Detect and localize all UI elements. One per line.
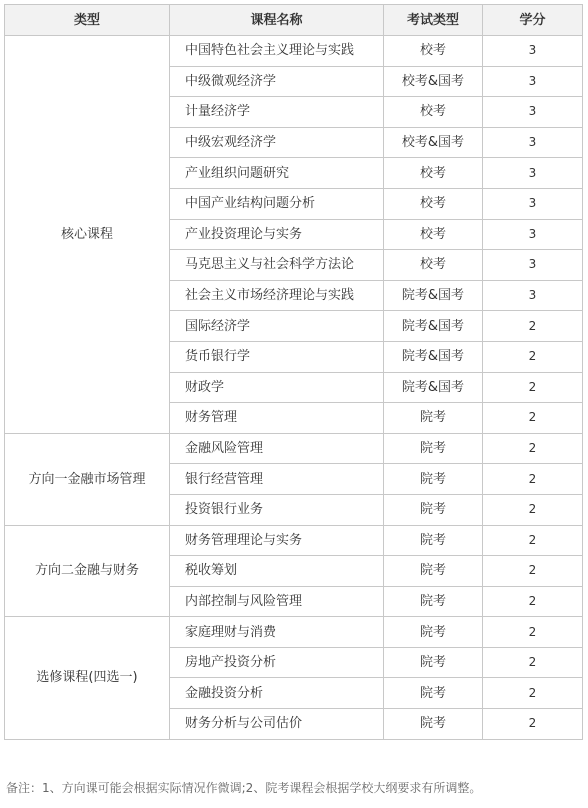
credit: 3 xyxy=(483,280,583,311)
course-name: 金融投资分析 xyxy=(170,678,384,709)
course-name: 金融风险管理 xyxy=(170,433,384,464)
exam-type: 校考&国考 xyxy=(384,127,483,158)
exam-type: 校考 xyxy=(384,36,483,67)
credit: 2 xyxy=(483,556,583,587)
header-type: 类型 xyxy=(5,5,170,36)
exam-type: 院考 xyxy=(384,678,483,709)
exam-type: 院考 xyxy=(384,647,483,678)
credit: 2 xyxy=(483,586,583,617)
table-body xyxy=(5,36,583,740)
exam-type: 院考 xyxy=(384,464,483,495)
course-table xyxy=(4,4,583,740)
exam-type: 院考 xyxy=(384,556,483,587)
footnote: 备注：1、方向课可能会根据实际情况作微调;2、院考课程会根据学校大纲要求有所调整。 xyxy=(6,781,482,795)
course-name: 社会主义市场经济理论与实践 xyxy=(170,280,384,311)
credit: 3 xyxy=(483,250,583,281)
course-name: 产业投资理论与实务 xyxy=(170,219,384,250)
course-name: 中国特色社会主义理论与实践 xyxy=(170,36,384,67)
credit: 3 xyxy=(483,66,583,97)
course-name: 计量经济学 xyxy=(170,97,384,128)
exam-type: 院考 xyxy=(384,433,483,464)
credit: 2 xyxy=(483,709,583,740)
course-name: 房地产投资分析 xyxy=(170,647,384,678)
exam-type: 校考 xyxy=(384,188,483,219)
course-name: 财务分析与公司估价 xyxy=(170,709,384,740)
header-exam-type: 考试类型 xyxy=(384,5,483,36)
exam-type: 院考 xyxy=(384,586,483,617)
exam-type: 校考 xyxy=(384,250,483,281)
course-name: 税收筹划 xyxy=(170,556,384,587)
credit: 2 xyxy=(483,341,583,372)
course-name: 家庭理财与消费 xyxy=(170,617,384,648)
credit: 3 xyxy=(483,97,583,128)
header-course-name: 课程名称 xyxy=(170,5,384,36)
exam-type: 院考&国考 xyxy=(384,280,483,311)
credit: 2 xyxy=(483,617,583,648)
credit: 2 xyxy=(483,678,583,709)
course-name: 产业组织问题研究 xyxy=(170,158,384,189)
course-name: 货币银行学 xyxy=(170,341,384,372)
exam-type: 院考&国考 xyxy=(384,341,483,372)
credit: 2 xyxy=(483,433,583,464)
course-name: 内部控制与风险管理 xyxy=(170,586,384,617)
course-name: 中级宏观经济学 xyxy=(170,127,384,158)
exam-type: 校考 xyxy=(384,158,483,189)
credit: 3 xyxy=(483,188,583,219)
credit: 2 xyxy=(483,494,583,525)
course-category: 方向一金融市场管理 xyxy=(5,433,170,525)
exam-type: 院考 xyxy=(384,709,483,740)
table-row xyxy=(5,36,583,67)
course-name: 中级微观经济学 xyxy=(170,66,384,97)
credit: 2 xyxy=(483,525,583,556)
table-row xyxy=(5,525,583,556)
exam-type: 院考 xyxy=(384,525,483,556)
credit: 3 xyxy=(483,36,583,67)
credit: 2 xyxy=(483,464,583,495)
credit: 2 xyxy=(483,372,583,403)
course-category: 核心课程 xyxy=(5,36,170,434)
course-name: 投资银行业务 xyxy=(170,494,384,525)
credit: 3 xyxy=(483,127,583,158)
course-name: 国际经济学 xyxy=(170,311,384,342)
exam-type: 院考&国考 xyxy=(384,311,483,342)
course-name: 银行经营管理 xyxy=(170,464,384,495)
header-credit: 学分 xyxy=(483,5,583,36)
credit: 2 xyxy=(483,311,583,342)
course-name: 财政学 xyxy=(170,372,384,403)
course-name: 马克思主义与社会科学方法论 xyxy=(170,250,384,281)
credit: 3 xyxy=(483,158,583,189)
exam-type: 院考 xyxy=(384,403,483,434)
course-name: 中国产业结构问题分析 xyxy=(170,188,384,219)
exam-type: 院考&国考 xyxy=(384,372,483,403)
table-row xyxy=(5,617,583,648)
course-name: 财务管理理论与实务 xyxy=(170,525,384,556)
exam-type: 校考&国考 xyxy=(384,66,483,97)
exam-type: 校考 xyxy=(384,219,483,250)
exam-type: 院考 xyxy=(384,617,483,648)
course-category: 方向二金融与财务 xyxy=(5,525,170,617)
credit: 2 xyxy=(483,403,583,434)
credit: 2 xyxy=(483,647,583,678)
course-name: 财务管理 xyxy=(170,403,384,434)
exam-type: 院考 xyxy=(384,494,483,525)
course-category: 选修课程(四选一) xyxy=(5,617,170,739)
table-row xyxy=(5,433,583,464)
credit: 3 xyxy=(483,219,583,250)
table-header-row xyxy=(5,5,583,36)
exam-type: 校考 xyxy=(384,97,483,128)
